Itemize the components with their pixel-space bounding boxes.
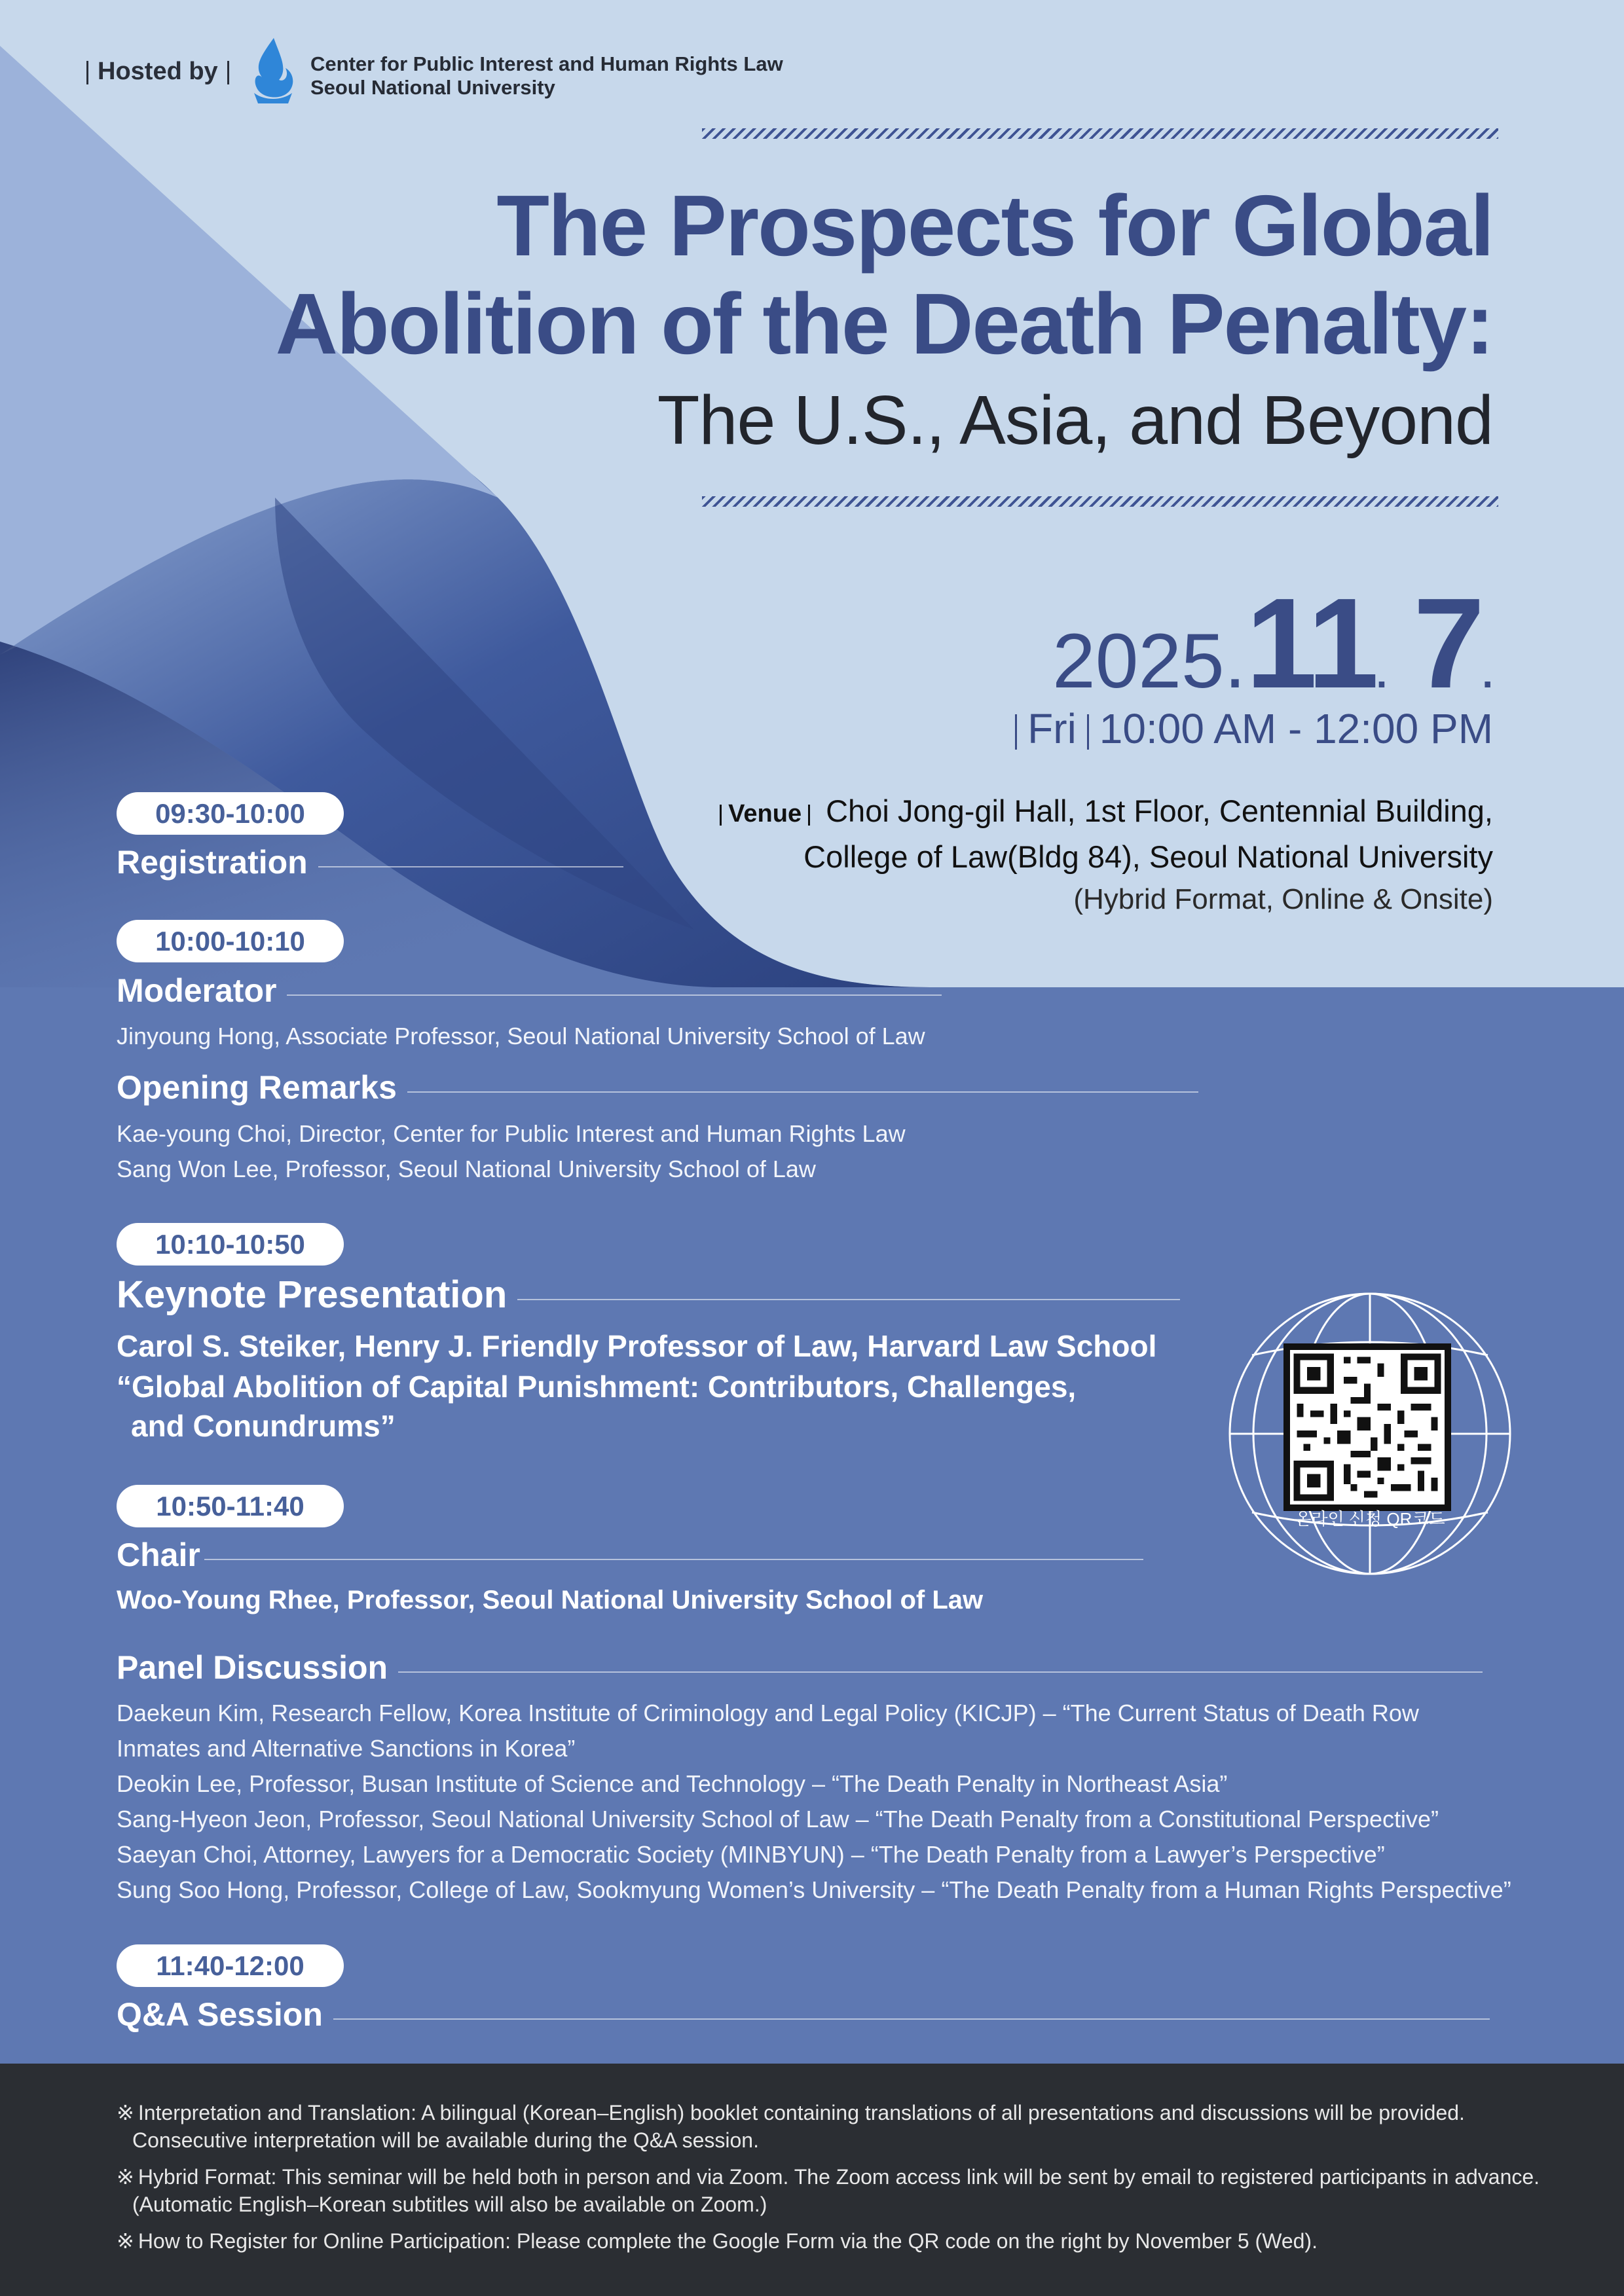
divider <box>227 61 229 84</box>
section-title: Registration <box>117 844 308 881</box>
hosted-by-label: Hosted by <box>98 58 218 85</box>
section-qa <box>117 1995 1490 2033</box>
time-pill: 10:50-11:40 <box>117 1485 344 1527</box>
hosted-by <box>77 58 238 86</box>
chair-name: Woo-Young Rhee, Professor, Seoul National University School of Law <box>117 1586 984 1614</box>
section-opening-remarks <box>117 1068 1198 1106</box>
note-mark: ※ <box>117 2229 134 2253</box>
section-rule <box>407 1091 1198 1093</box>
note-text: Interpretation and Translation: A bilingual (Korean–English) booklet containing translations of all presentations and discussions will be provided. <box>138 2101 1465 2124</box>
date-dot: . <box>1376 652 1388 696</box>
decorative-stripe <box>702 496 1498 507</box>
footnote-interpretation <box>117 2099 1465 2126</box>
note-mark: ※ <box>117 2165 134 2189</box>
page-title <box>276 177 1493 373</box>
panelist-line: Daekeun Kim, Research Fellow, Korea Institute of Criminology and Legal Policy (KICJP) – “The Current Status of Death Row <box>117 1700 1419 1726</box>
divider <box>808 805 810 826</box>
section-panel-discussion <box>117 1649 1483 1686</box>
section-title: Keynote Presentation <box>117 1273 507 1316</box>
section-chair <box>117 1536 1143 1574</box>
section-rule <box>204 1559 1143 1560</box>
venue-address-2: College of Law(Bldg 84), Seoul National University <box>803 839 1493 874</box>
decorative-stripe <box>702 128 1498 139</box>
time-pill: 09:30-10:00 <box>117 792 344 835</box>
note-text: How to Register for Online Participation: Please complete the Google Form via the QR code on the right by November 5 (Wed). <box>138 2229 1318 2253</box>
time-range: 10:00 AM - 12:00 PM <box>1099 705 1493 752</box>
venue-label <box>713 800 817 828</box>
section-rule <box>318 866 623 867</box>
time-pill: 11:40-12:00 <box>117 1944 344 1987</box>
panelist-line: Inmates and Alternative Sanctions in Korea” <box>117 1735 576 1762</box>
section-title: Opening Remarks <box>117 1069 397 1106</box>
section-rule <box>333 2018 1490 2020</box>
section-registration <box>117 843 623 881</box>
event-time <box>1005 704 1493 753</box>
keynote-speaker: Carol S. Steiker, Henry J. Friendly Professor of Law, Harvard Law School <box>117 1329 1157 1363</box>
panelist-line: Sung Soo Hong, Professor, College of Law, Sookmyung Women’s University – “The Death Penalty from a Human Rights Perspective” <box>117 1876 1511 1903</box>
date-year: 2025. <box>1052 618 1246 704</box>
divider <box>1015 714 1017 750</box>
section-title: Chair <box>117 1537 200 1573</box>
footnote-hybrid-cont: (Automatic English–Korean subtitles will also be available on Zoom.) <box>132 2193 767 2216</box>
keynote-talk-title-cont: and Conundrums” <box>131 1409 396 1443</box>
section-title: Q&A Session <box>117 1996 323 2033</box>
flame-logo-icon <box>248 37 299 105</box>
footnote-hybrid <box>117 2163 1540 2191</box>
subtitle: The U.S., Asia, and Beyond <box>657 382 1493 459</box>
title-line-2: Abolition of the Death Penalty: <box>275 276 1493 372</box>
note-mark: ※ <box>117 2101 134 2124</box>
date-day: 7 <box>1413 572 1483 715</box>
panelist-line: Deokin Lee, Professor, Busan Institute of Science and Technology – “The Death Penalty in Northeast Asia” <box>117 1770 1228 1797</box>
section-title: Moderator <box>117 972 277 1009</box>
section-rule <box>398 1671 1483 1673</box>
remarks-speaker-1: Kae-young Choi, Director, Center for Public Interest and Human Rights Law <box>117 1120 906 1147</box>
section-rule <box>517 1299 1180 1300</box>
date-month: 11 <box>1246 572 1376 715</box>
date-dot: . <box>1482 652 1493 696</box>
remarks-speaker-2: Sang Won Lee, Professor, Seoul National University School of Law <box>117 1156 816 1182</box>
host-organization <box>310 52 783 100</box>
venue-address-1: Choi Jong-gil Hall, 1st Floor, Centennial Building, <box>826 793 1493 828</box>
qr-label: 온라인 신청 QR코드 <box>1295 1509 1445 1529</box>
venue-info <box>713 790 1493 920</box>
time-pill: 10:10-10:50 <box>117 1223 344 1266</box>
venue-note: (Hybrid Format, Online & Onsite) <box>1073 883 1493 915</box>
org-name: Center for Public Interest and Human Rights Law <box>310 52 783 75</box>
section-moderator <box>117 972 942 1010</box>
divider <box>1087 714 1089 750</box>
qr-code[interactable] <box>1283 1343 1451 1511</box>
keynote-talk-title: “Global Abolition of Capital Punishment: Contributors, Challenges, <box>117 1370 1077 1404</box>
footnote-register <box>117 2227 1318 2255</box>
divider <box>86 61 88 84</box>
event-date <box>1052 570 1493 717</box>
section-title: Panel Discussion <box>117 1649 388 1686</box>
footnote-interpretation-cont: Consecutive interpretation will be available during the Q&A session. <box>132 2128 759 2152</box>
venue-line-1 <box>713 790 1493 835</box>
time-pill: 10:00-10:10 <box>117 920 344 962</box>
section-rule <box>287 994 942 996</box>
panelist-line: Saeyan Choi, Attorney, Lawyers for a Democratic Society (MINBYUN) – “The Death Penalty from a Lawyer’s Perspective” <box>117 1841 1385 1868</box>
venue-label-text: Venue <box>728 800 802 828</box>
moderator-name: Jinyoung Hong, Associate Professor, Seoul National University School of Law <box>117 1023 925 1049</box>
weekday: Fri <box>1027 705 1077 752</box>
panelist-line: Sang-Hyeon Jeon, Professor, Seoul National University School of Law – “The Death Penalty from a Constitutional Perspective” <box>117 1806 1439 1832</box>
divider <box>720 805 722 826</box>
org-university: Seoul National University <box>310 76 555 99</box>
note-text: Hybrid Format: This seminar will be held both in person and via Zoom. The Zoom access link will be sent by email to registered participants in advance. <box>138 2165 1540 2189</box>
title-line-1: The Prospects for Global <box>496 177 1493 274</box>
section-keynote <box>117 1273 1180 1317</box>
